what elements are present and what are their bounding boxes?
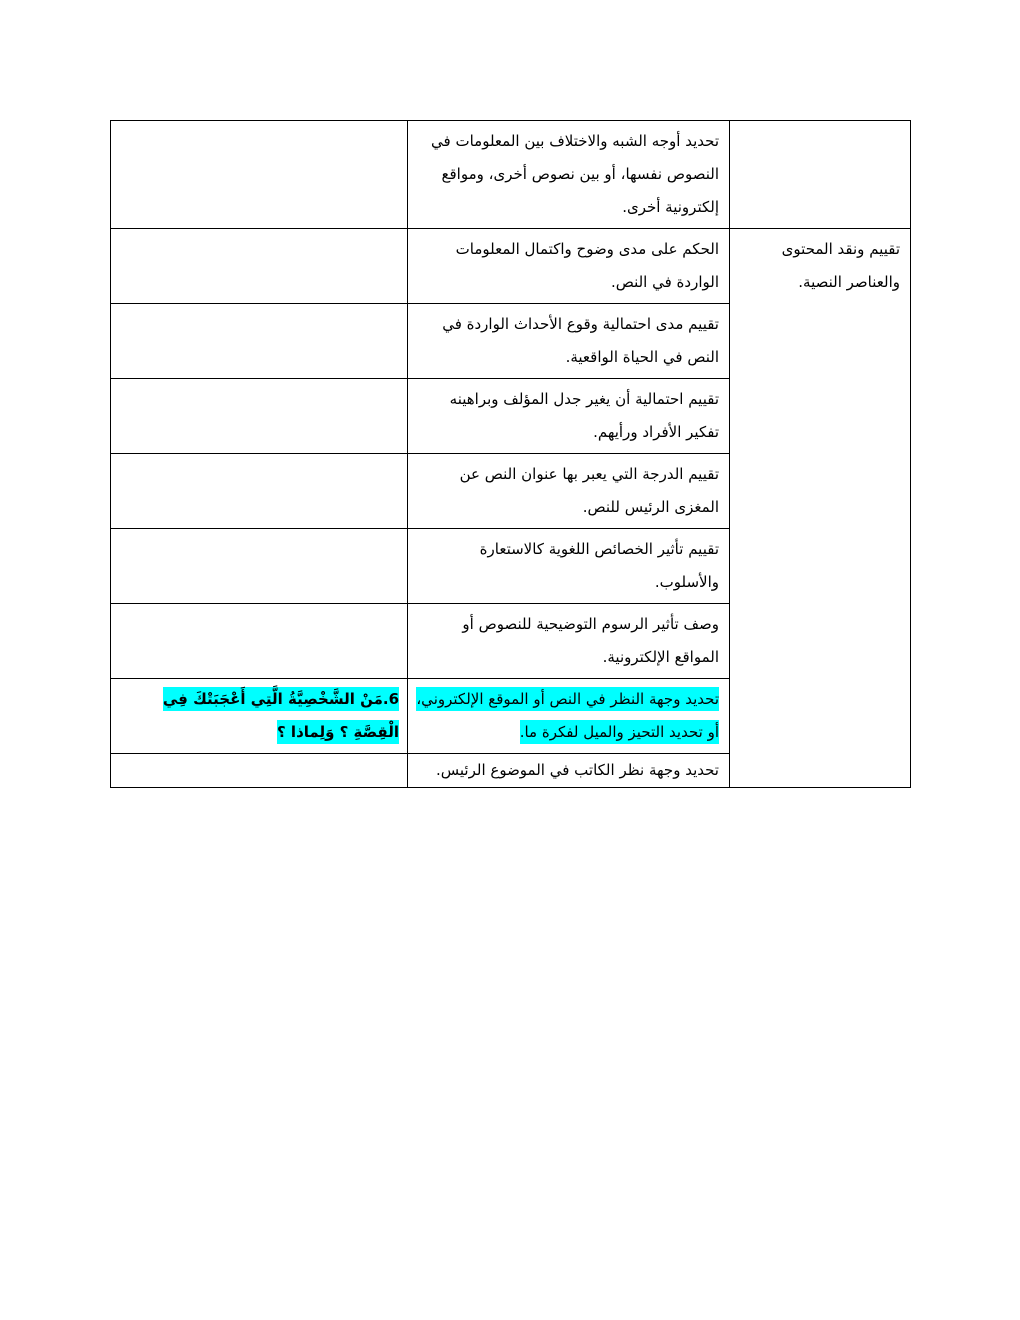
outcome-cell	[408, 379, 730, 454]
table-row	[111, 229, 911, 304]
question-cell	[111, 754, 408, 788]
table-row	[111, 121, 911, 229]
outcome-cell	[408, 679, 730, 754]
outcome-cell	[408, 604, 730, 679]
outcome-text: تقييم تأثير الخصائص اللغوية كالاستعارة والأسلوب.	[479, 540, 719, 591]
outcome-text: الحكم على مدى وضوح واكتمال المعلومات الواردة في النص.	[455, 240, 719, 291]
outcome-cell	[408, 454, 730, 529]
highlighted-question-text: 6.مَنْ الشَّخْصِيَّةُ الَّتِي أَعْجَبَتْكَ فِي الْقِصَّةِ ؟ وَلِماذا ؟	[163, 687, 399, 744]
outcome-cell	[408, 121, 730, 229]
question-cell	[111, 454, 408, 529]
outcome-cell	[408, 754, 730, 788]
question-cell	[111, 529, 408, 604]
standard-cell	[730, 229, 911, 788]
standard-cell	[730, 121, 911, 229]
question-cell	[111, 679, 408, 754]
question-cell	[111, 229, 408, 304]
outcome-text: تقييم احتمالية أن يغير جدل المؤلف وبراهينه تفكير الأفراد ورأيهم.	[449, 390, 719, 441]
standard-text: تقييم ونقد المحتوى والعناصر النصية.	[781, 240, 900, 291]
question-cell	[111, 121, 408, 229]
outcome-cell	[408, 529, 730, 604]
outcome-text: تقييم الدرجة التي يعبر بها عنوان النص عن المغزى الرئيس للنص.	[459, 465, 719, 516]
outcome-text: وصف تأثير الرسوم التوضيحية للنصوص أو المواقع الإلكترونية.	[462, 615, 719, 666]
question-cell	[111, 304, 408, 379]
standards-table	[110, 120, 911, 788]
highlighted-outcome-text: تحديد وجهة النظر في النص أو الموقع الإلكتروني، أو تحديد التحيز والميل لفكرة ما.	[416, 687, 719, 744]
outcome-cell	[408, 304, 730, 379]
outcome-text: تقييم مدى احتمالية وقوع الأحداث الواردة في النص في الحياة الواقعية.	[442, 315, 719, 366]
outcome-cell	[408, 229, 730, 304]
question-cell	[111, 379, 408, 454]
outcome-text: تحديد أوجه الشبه والاختلاف بين المعلومات في النصوص نفسها، أو بين نصوص أخرى، ومواقع إلكترونية أخرى.	[431, 132, 719, 216]
question-cell	[111, 604, 408, 679]
outcome-text: تحديد وجهة نظر الكاتب في الموضوع الرئيس.	[436, 761, 719, 779]
